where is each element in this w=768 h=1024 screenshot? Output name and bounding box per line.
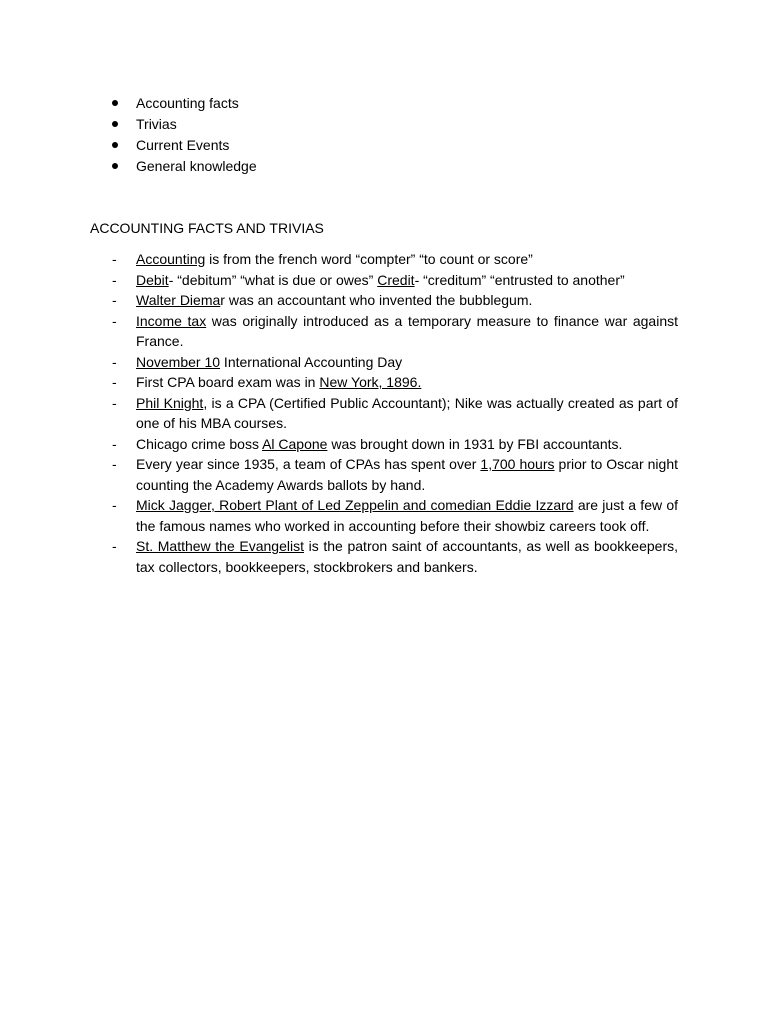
fact-text: , is a CPA (Certified Public Accountant); Nike was actually created as part of one of his MBA courses. — [136, 394, 678, 431]
underlined-term: St. Matthew the Evangelist — [136, 538, 304, 554]
fact-text: Chicago crime boss — [136, 435, 263, 452]
fact-item — [112, 311, 678, 352]
fact-text: - “debitum” “what is due or owes” — [168, 271, 378, 288]
topic-label: Current Events — [136, 137, 230, 153]
fact-text: r was an accountant who invented the bubblegum. — [220, 292, 533, 308]
underlined-term: New York, 1896. — [319, 374, 422, 390]
bullet-dot-icon — [112, 121, 118, 127]
fact-text: - “creditum” “entrusted to another” — [414, 271, 625, 288]
fact-item — [112, 352, 678, 373]
dash-marker: - — [112, 251, 117, 267]
fact-item — [112, 495, 678, 536]
underlined-term: Mick Jagger, Robert Plant of Led Zeppelin and comedian Eddie Izzard — [136, 497, 574, 513]
fact-item — [112, 249, 678, 270]
dash-marker: - — [112, 292, 117, 308]
topic-label: General knowledge — [136, 158, 257, 174]
fact-item — [112, 393, 678, 434]
fact-text: was brought down in 1931 by FBI accountants. — [327, 435, 623, 452]
topic-label: Trivias — [136, 116, 177, 132]
fact-text: was originally introduced as a temporary measure to finance war against France. — [136, 312, 678, 349]
bullet-dot-icon — [112, 142, 118, 148]
topic-label: Accounting facts — [136, 95, 239, 111]
dash-marker: - — [112, 312, 117, 329]
dash-marker: - — [112, 435, 117, 452]
underlined-term: Income tax — [136, 312, 207, 329]
underlined-term: Credit — [377, 271, 415, 288]
fact-text: is the patron saint of accountants, as well as bookkeepers, tax collectors, bookkeepers, stockbrokers and bankers. — [136, 538, 678, 575]
fact-text: First CPA board exam was in — [136, 374, 320, 390]
fact-item — [112, 454, 678, 495]
underlined-term: Phil Knight — [136, 394, 204, 411]
fact-item — [112, 290, 678, 311]
fact-text: are just a few of the famous names who worked in accounting before their showbiz careers took off. — [136, 497, 678, 534]
topic-item — [112, 156, 512, 177]
dash-marker: - — [112, 353, 117, 370]
topic-item — [112, 93, 512, 114]
underlined-term: Accounting — [136, 251, 206, 267]
topic-item — [112, 135, 512, 156]
dash-marker: - — [112, 394, 117, 411]
fact-text: Every year since 1935, a team of CPAs has spent over — [136, 456, 481, 472]
topic-item — [112, 114, 512, 135]
bullet-dot-icon — [112, 163, 118, 169]
fact-item — [112, 372, 678, 393]
bullet-dot-icon — [112, 100, 118, 106]
facts-list — [112, 249, 678, 577]
underlined-term: 1,700 hours — [480, 456, 555, 472]
fact-item — [112, 434, 678, 455]
dash-marker: - — [112, 271, 117, 288]
section-title: ACCOUNTING FACTS AND TRIVIAS — [90, 220, 324, 236]
dash-marker: - — [112, 538, 117, 554]
fact-text: prior to Oscar night counting the Academy Awards ballots by hand. — [136, 456, 678, 493]
dash-marker: - — [112, 374, 117, 390]
fact-item — [112, 536, 678, 577]
underlined-term: November 10 — [136, 353, 221, 370]
underlined-term: Debit — [136, 271, 169, 288]
underlined-term: Walter Diema — [136, 292, 221, 308]
underlined-term: Al Capone — [262, 435, 328, 452]
dash-marker: - — [112, 456, 117, 472]
topic-list — [112, 93, 512, 177]
fact-item — [112, 270, 678, 291]
fact-text: International Accounting Day — [220, 353, 403, 370]
dash-marker: - — [112, 497, 117, 513]
fact-text: is from the french word “compter” “to count or score” — [205, 251, 533, 267]
